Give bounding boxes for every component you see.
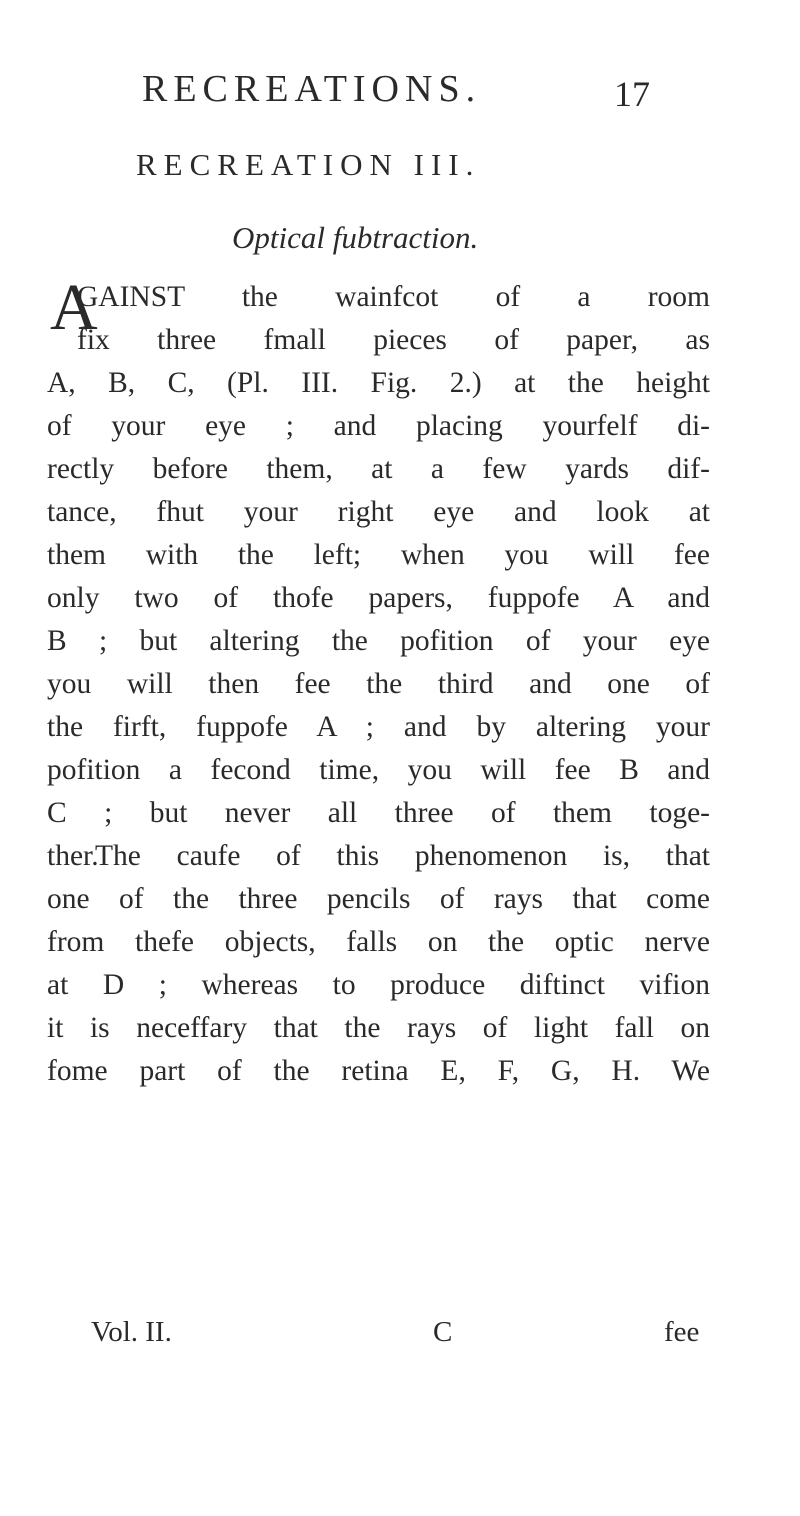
text-line: GAINST the wainfcot of a room xyxy=(77,281,710,313)
text-line: ther. xyxy=(47,840,99,872)
page-number: 17 xyxy=(614,74,650,114)
text-line: the firft, fuppofe A ; and by altering your xyxy=(47,711,710,743)
text-line: fix three fmall pieces of paper, as xyxy=(77,324,710,356)
text-line: fome part of the retina E, F, G, H. We xyxy=(47,1055,710,1087)
text-line: from thefe objects, falls on the optic nerve xyxy=(47,926,710,958)
text-line: C ; but never all three of them toge- xyxy=(47,797,710,829)
text-line: them with the left; when you will fee xyxy=(47,539,710,571)
text-line: pofition a fecond time, you will fee B and xyxy=(47,754,710,786)
running-head: RECREATIONS. xyxy=(142,68,482,110)
text-line: The caufe of this phenomenon is, that xyxy=(95,840,710,872)
section-title: RECREATION III. xyxy=(136,147,481,182)
paragraph-2 xyxy=(47,835,710,1093)
volume-mark: Vol. II. xyxy=(91,1316,172,1348)
text-line: you will then fee the third and one of xyxy=(47,668,710,700)
section-subtitle: Optical fubtraction. xyxy=(232,220,479,255)
text-line: B ; but altering the pofition of your eye xyxy=(47,625,710,657)
signature-mark: C xyxy=(433,1316,453,1348)
text-line: of your eye ; and placing yourfelf di- xyxy=(47,410,710,442)
catchword: fee xyxy=(664,1316,700,1348)
text-line: it is neceffary that the rays of light fall on xyxy=(47,1012,710,1044)
text-line: A, B, C, (Pl. III. Fig. 2.) at the height xyxy=(47,367,710,399)
text-line: tance, fhut your right eye and look at xyxy=(47,496,710,528)
drop-cap: A xyxy=(50,271,98,344)
paragraph-1 xyxy=(47,271,710,878)
text-line: at D ; whereas to produce diftinct vifion xyxy=(47,969,710,1001)
text-line: rectly before them, at a few yards dif- xyxy=(47,453,710,485)
text-line: one of the three pencils of rays that come xyxy=(47,883,710,915)
text-line: only two of thofe papers, fuppofe A and xyxy=(47,582,710,614)
